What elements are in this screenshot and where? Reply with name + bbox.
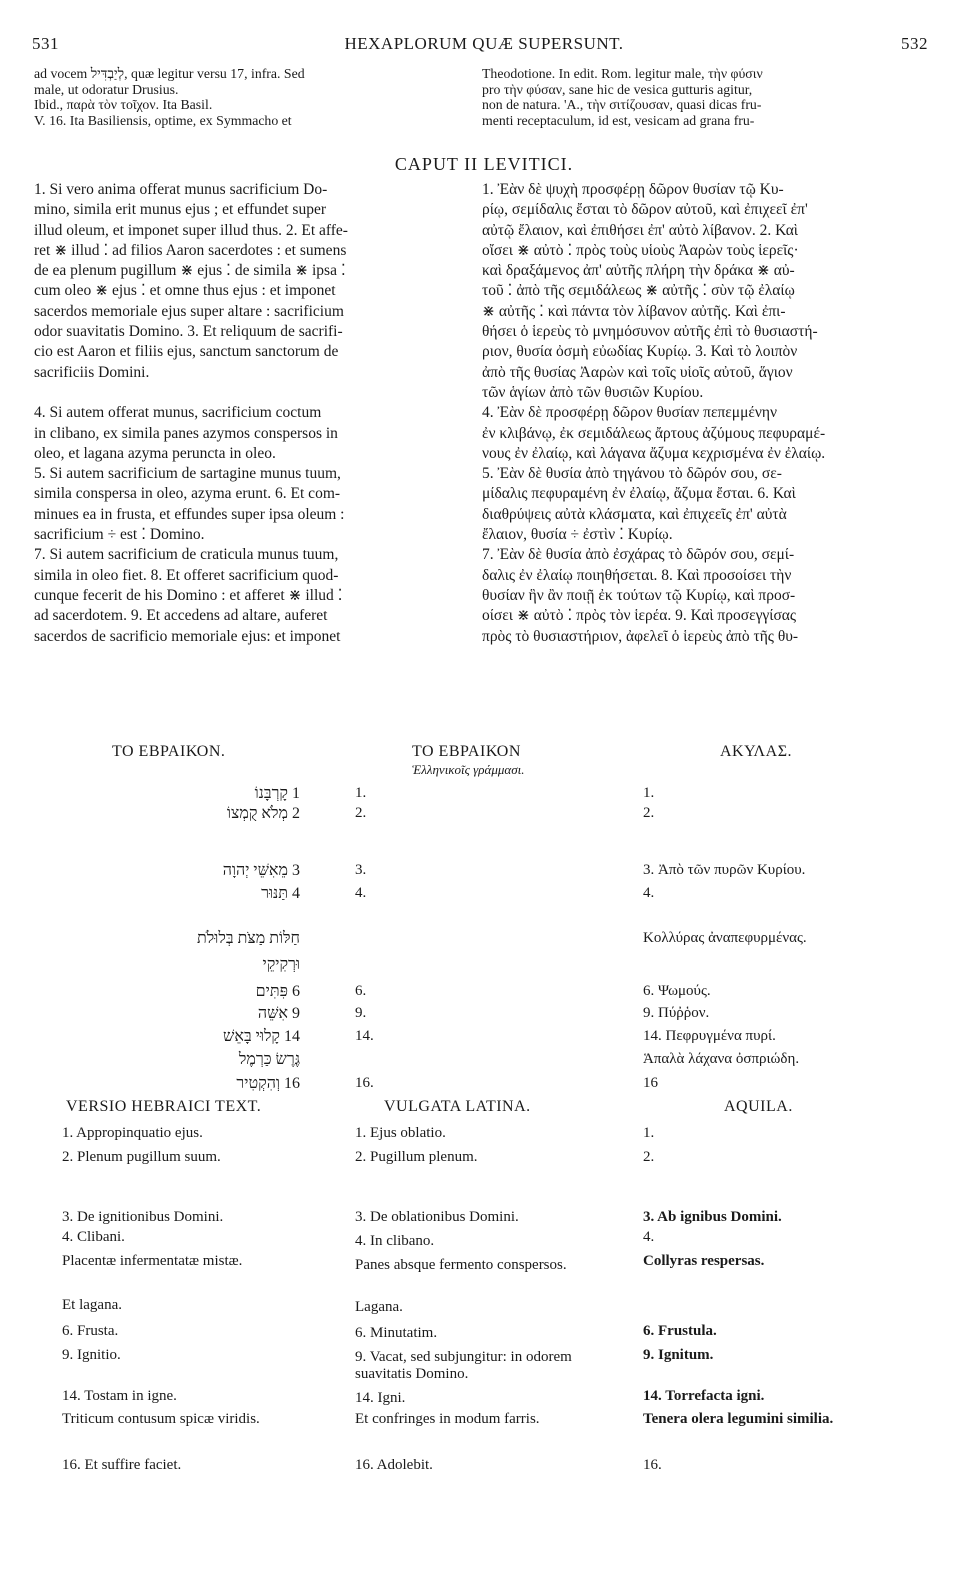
greek-line: 4. Ἐὰν δὲ προσφέρῃ δῶρον θυσίαν πεπεμμένην [482, 404, 778, 422]
aquila-cell: 16 [643, 1075, 658, 1091]
table2-header-aquila: AQUILA. [724, 1098, 793, 1115]
table1-subheader: Ἑλληνικοῖς γράμμασι. [412, 762, 525, 777]
note-line: male, ut odoratur Drusius. [34, 81, 179, 97]
hebrew-cell: גֶּרֶשׂ כַּרְמֶל [238, 1051, 300, 1068]
note-line: pro τὴν φύσαν, sane hic de vesica gutturis agitur, [482, 81, 753, 97]
latin-line: minues ea in frusta, et effundes super ipsa oleum : [34, 505, 345, 523]
aquila-latin-cell: 6. Frustula. [643, 1323, 717, 1339]
latin-line: cum oleo ⋇ ejus ⁚ et omne thus ejus : et imponet [34, 282, 336, 300]
versio-cell: 16. Et suffire faciet. [62, 1457, 182, 1473]
greek-line: 7. Ἐὰν δὲ θυσία ἀπὸ ἐσχάρας τὸ δῶρόν σου, σεμί- [482, 546, 795, 564]
translit-cell: 1. [355, 785, 367, 801]
greek-line: οἴσει ⋇ αὐτὸ ⁚ πρὸς τοὺς υἱοὺς Ἀαρὼν τοὺς ἱερεῖς· [482, 241, 799, 259]
greek-column [482, 180, 944, 647]
greek-line: θήσει ὁ ἱερεὺς τὸ μνημόσυνον αὐτῆς ἐπὶ τὸ θυσιαστή- [482, 323, 818, 341]
aquila-latin-cell: 1. [643, 1125, 655, 1141]
latin-line [34, 383, 474, 403]
vulgata-cell: 4. In clibano. [355, 1233, 435, 1249]
aquila-cell: Ἁπαλὰ λάχανα ὀσπριώδη. [643, 1051, 800, 1067]
aquila-latin-cell: Collyras respersas. [643, 1253, 765, 1269]
greek-line: καὶ δραξάμενος ἀπ' αὐτῆς πλήρη τὴν δράκα ⋇ αὐ- [482, 262, 795, 280]
translit-cell: 3. [355, 862, 367, 878]
greek-line: μίδαλις πεφυραμένη ἐν ἐλαίῳ, ἄζυμα ἔσται. 6. Καὶ [482, 485, 796, 503]
aquila-cell: 4. [643, 885, 655, 901]
latin-line: simila in oleo fiet. 8. Et offeret sacrificium quod- [34, 566, 339, 584]
greek-line: πρὸς τὸ θυσιαστήριον, ἀφελεῖ ὁ ἱερεὺς ἀπὸ τῆς θυ- [482, 627, 799, 645]
aquila-latin-cell: Tenera olera legumini similia. [643, 1411, 834, 1427]
vulgata-cell: 3. De oblationibus Domini. [355, 1209, 519, 1225]
latin-line: de ea plenum pugillum ⋇ ejus ⁚ de simila ⋇ ipsa ⁚ [34, 262, 346, 280]
hebrew-cell: 6 פִּתִּים [255, 983, 300, 1000]
greek-line: δαλις ἐν ἐλαίῳ ποιηθήσεται. 8. Καὶ προσοίσει τὴν [482, 566, 792, 584]
translit-cell: 14. [355, 1028, 374, 1044]
latin-line: 7. Si autem sacrificium de craticula munus tuum, [34, 546, 339, 564]
vulgata-cell: Et confringes in modum farris. [355, 1411, 540, 1427]
vulgata-cell: 2. Pugillum plenum. [355, 1149, 478, 1165]
versio-cell: Et lagana. [62, 1297, 122, 1313]
greek-line: τῶν ἁγίων ἀπὸ τῶν θυσιῶν Κυρίου. [482, 383, 704, 401]
latin-line: sacerdos memoriale ejus super altare : sacrificium [34, 302, 344, 320]
translit-cell: 4. [355, 885, 367, 901]
chapter-title: CAPUT II LEVITICI. [394, 154, 574, 174]
greek-line: ἀπὸ τῆς θυσίας Ἀαρὼν καὶ τοῖς υἱοῖς αὐτοῦ, ἅγιον [482, 363, 793, 381]
latin-line: simila conspersa in oleo, azyma erunt. 6. Et com- [34, 485, 341, 503]
aquila-latin-cell: 9. Ignitum. [643, 1347, 714, 1363]
aquila-latin-cell: 14. Torrefacta igni. [643, 1388, 765, 1404]
hebrew-cell: 9 אִשֵּׁה [257, 1005, 300, 1022]
hebrew-cell: חַלּוֹת מַצֹּת בְּלוּלֹת [197, 930, 300, 947]
greek-line: οίσει ⋇ αὐτὸ ⁚ πρὸς τὸν ἱερέα. 9. Καὶ προσεγγίσας [482, 607, 797, 625]
aquila-cell: 1. [643, 785, 655, 801]
greek-line: διαθρύψεις αὐτὰ κλάσματα, καὶ ἐπιχεεῖς ἐπ' αὐτὰ [482, 505, 787, 523]
versio-cell: 6. Frusta. [62, 1323, 119, 1339]
page-number-left: 531 [32, 34, 59, 53]
page-title: HEXAPLORUM QUÆ SUPERSUNT. [344, 34, 624, 53]
aquila-latin-cell: 2. [643, 1149, 655, 1165]
note-line: V. 16. Ita Basiliensis, optime, ex Symmacho et [34, 112, 292, 128]
table1-header-aquila: ΑΚΥΛΑΣ. [720, 743, 793, 760]
greek-line: τοῦ ⁚ ἀπὸ τῆς σεμιδάλεως ⋇ αὐτῆς ⁚ σὺν τῷ ἐλαίῳ [482, 282, 795, 300]
table1-header-hebrew: ΤΟ ΕΒΡΑΙΚΟΝ. [112, 743, 226, 760]
hebrew-cell: 14 קָלוּי בָּאֵשׁ [223, 1028, 300, 1045]
vulgata-cell: 6. Minutatim. [355, 1325, 438, 1341]
greek-line: νους ἐν ἐλαίῳ, καὶ λάγανα ἄζυμα κεχρισμένα ἐν ἐλαίῳ. [482, 444, 826, 462]
aquila-cell: 9. Πύῤῥον. [643, 1005, 710, 1021]
greek-line: 1. Ἐὰν δὲ ψυχὴ προσφέρῃ δῶρον θυσίαν τῷ Κυ- [482, 181, 784, 198]
aquila-cell: 2. [643, 805, 655, 821]
vulgata-cell: 16. Adolebit. [355, 1457, 433, 1473]
translit-cell: 6. [355, 983, 367, 999]
note-line: menti receptaculum, id est, vesicam ad grana fru- [482, 112, 755, 128]
table1-header-translit: ΤΟ ΕΒΡΑΙΚΟΝ [412, 743, 521, 760]
hebrew-cell: 16 וְהִקְטִיר [236, 1075, 300, 1092]
note-line: ad vocem לְיַבְדִּיל, quæ legitur versu 17, infra. Sed [34, 66, 305, 81]
hebrew-cell: וּרְקִיקֵי [262, 956, 300, 973]
latin-line: sacerdos de sacrificio memoriale ejus: et imponet [34, 627, 341, 645]
latin-line: mino, simila erit munus ejus ; et effundet super [34, 201, 327, 219]
note-line: Theodotione. In edit. Rom. legitur male, τὴν φύσιν [482, 66, 763, 81]
hebrew-cell: 2 מְלֹא קֻמְצוֹ [226, 805, 300, 822]
aquila-latin-cell: 16. [643, 1457, 662, 1473]
notes-left [34, 66, 474, 128]
versio-cell: 14. Tostam in igne. [62, 1388, 177, 1404]
versio-cell: 3. De ignitionibus Domini. [62, 1209, 224, 1225]
versio-cell: 9. Ignitio. [62, 1347, 121, 1363]
note-line: non de natura. 'Α., τὴν σιτίζουσαν, quasi dicas fru- [482, 97, 762, 112]
vulgata-cell: Lagana. [355, 1299, 403, 1315]
latin-line: odor suavitatis Domino. 3. Et reliquum de sacrifi- [34, 323, 343, 341]
translit-cell: 16. [355, 1075, 374, 1091]
note-line: Ibid., παρὰ τὸν τοῖχον. Ita Basil. [34, 97, 213, 112]
vulgata-cell: Panes absque fermento conspersos. [355, 1257, 567, 1273]
table2-header-versio: VERSIO HEBRAICI TEXT. [66, 1098, 262, 1115]
latin-line: illud oleum, et imponet super illud thus. 2. Et affe- [34, 221, 348, 239]
versio-cell: Placentæ infermentatæ mistæ. [62, 1253, 243, 1269]
greek-line: ἔλαιον, θυσία ÷ ἐστὶν ⁚ Κυρίῳ. [482, 526, 673, 544]
greek-line: ἐν κλιβάνῳ, ἐκ σεμιδάλεως ἄρτους ἀζύμους πεφυραμέ- [482, 424, 826, 442]
aquila-cell: 14. Πεφρυγμένα πυρί. [643, 1028, 776, 1044]
latin-line: 4. Si autem offerat munus, sacrificium coctum [34, 404, 322, 422]
aquila-cell: 3. Ἀπὸ τῶν πυρῶν Κυρίου. [643, 862, 806, 878]
versio-cell: Triticum contusum spicæ viridis. [62, 1411, 260, 1427]
hebrew-cell: 1 קָרְבָּנוֹ [254, 785, 300, 802]
aquila-cell: 6. Ψωμούς. [643, 983, 711, 999]
translit-cell: 9. [355, 1005, 367, 1021]
latin-line: cio est Aaron et filiis ejus, sanctum sanctorum de [34, 343, 339, 361]
latin-line: oleo, et lagana azyma peruncta in oleo. [34, 444, 276, 462]
latin-line: in clibano, ex simila panes azymos conspersos in [34, 424, 338, 442]
latin-line: cunque fecerit de his Domino : et afferet ⋇ illud ⁚ [34, 586, 343, 604]
latin-column [34, 180, 474, 647]
table2-header-vulgata: VULGATA LATINA. [384, 1098, 531, 1115]
aquila-latin-cell: 3. Ab ignibus Domini. [643, 1209, 782, 1225]
versio-cell: 2. Plenum pugillum suum. [62, 1149, 221, 1165]
aquila-latin-cell: 4. [643, 1229, 655, 1245]
hebrew-cell: 4 תַּנּוּר [261, 885, 300, 902]
greek-line: ⋇ αὐτῆς ⁚ καὶ πάντα τὸν λίβανον αὐτῆς. Καὶ ἐπι- [482, 302, 786, 320]
greek-line: ριον, θυσία ὀσμὴ εὐωδίας Κυρίῳ. 3. Καὶ τὸ λοιπὸν [482, 343, 798, 361]
latin-line: ad sacerdotem. 9. Et accedens ad altare, auferet [34, 607, 328, 625]
aquila-cell: Κολλύρας ἀναπεφυρμένας. [643, 930, 807, 946]
latin-line: sacrificium ÷ est ⁚ Domino. [34, 526, 205, 544]
running-header [0, 34, 968, 60]
latin-line: sacrificiis Domini. [34, 363, 150, 381]
vulgata-cell: 1. Ejus oblatio. [355, 1125, 446, 1141]
versio-cell: 1. Appropinquatio ejus. [62, 1125, 203, 1141]
translit-cell: 2. [355, 805, 367, 821]
greek-line: ρίῳ, σεμίδαλις ἔσται τὸ δῶρον αὐτοῦ, καὶ ἐπιχεεῖ ἐπ' [482, 201, 808, 219]
greek-line: αὐτῷ ἔλαιον, καὶ ἐπιθήσει ἐπ' αὐτὸ λίβανον. 2. Καὶ [482, 221, 798, 239]
vulgata-cell: 14. Igni. [355, 1390, 406, 1406]
greek-line: 5. Ἐὰν δὲ θυσία ἀπὸ τηγάνου τὸ δῶρόν σου, σε- [482, 465, 782, 483]
latin-line: 1. Si vero anima offerat munus sacrificium Do- [34, 181, 328, 198]
latin-line: 5. Si autem sacrificium de sartagine munus tuum, [34, 465, 341, 483]
vulgata-cell: 9. Vacat, sed subjungitur: in odorem suavitatis Domino. [355, 1349, 572, 1382]
latin-line: ret ⋇ illud ⁚ ad filios Aaron sacerdotes : et sumens [34, 241, 347, 259]
notes-right [482, 66, 942, 128]
versio-cell: 4. Clibani. [62, 1229, 125, 1245]
hebrew-cell: 3 מֵאִשֵּׁי יְהוָה [222, 862, 300, 879]
page-number-right: 532 [901, 34, 928, 53]
greek-line: θυσίαν ἣν ἂν ποιῇ ἐκ τούτων τῷ Κυρίῳ, καὶ προσ- [482, 586, 796, 604]
